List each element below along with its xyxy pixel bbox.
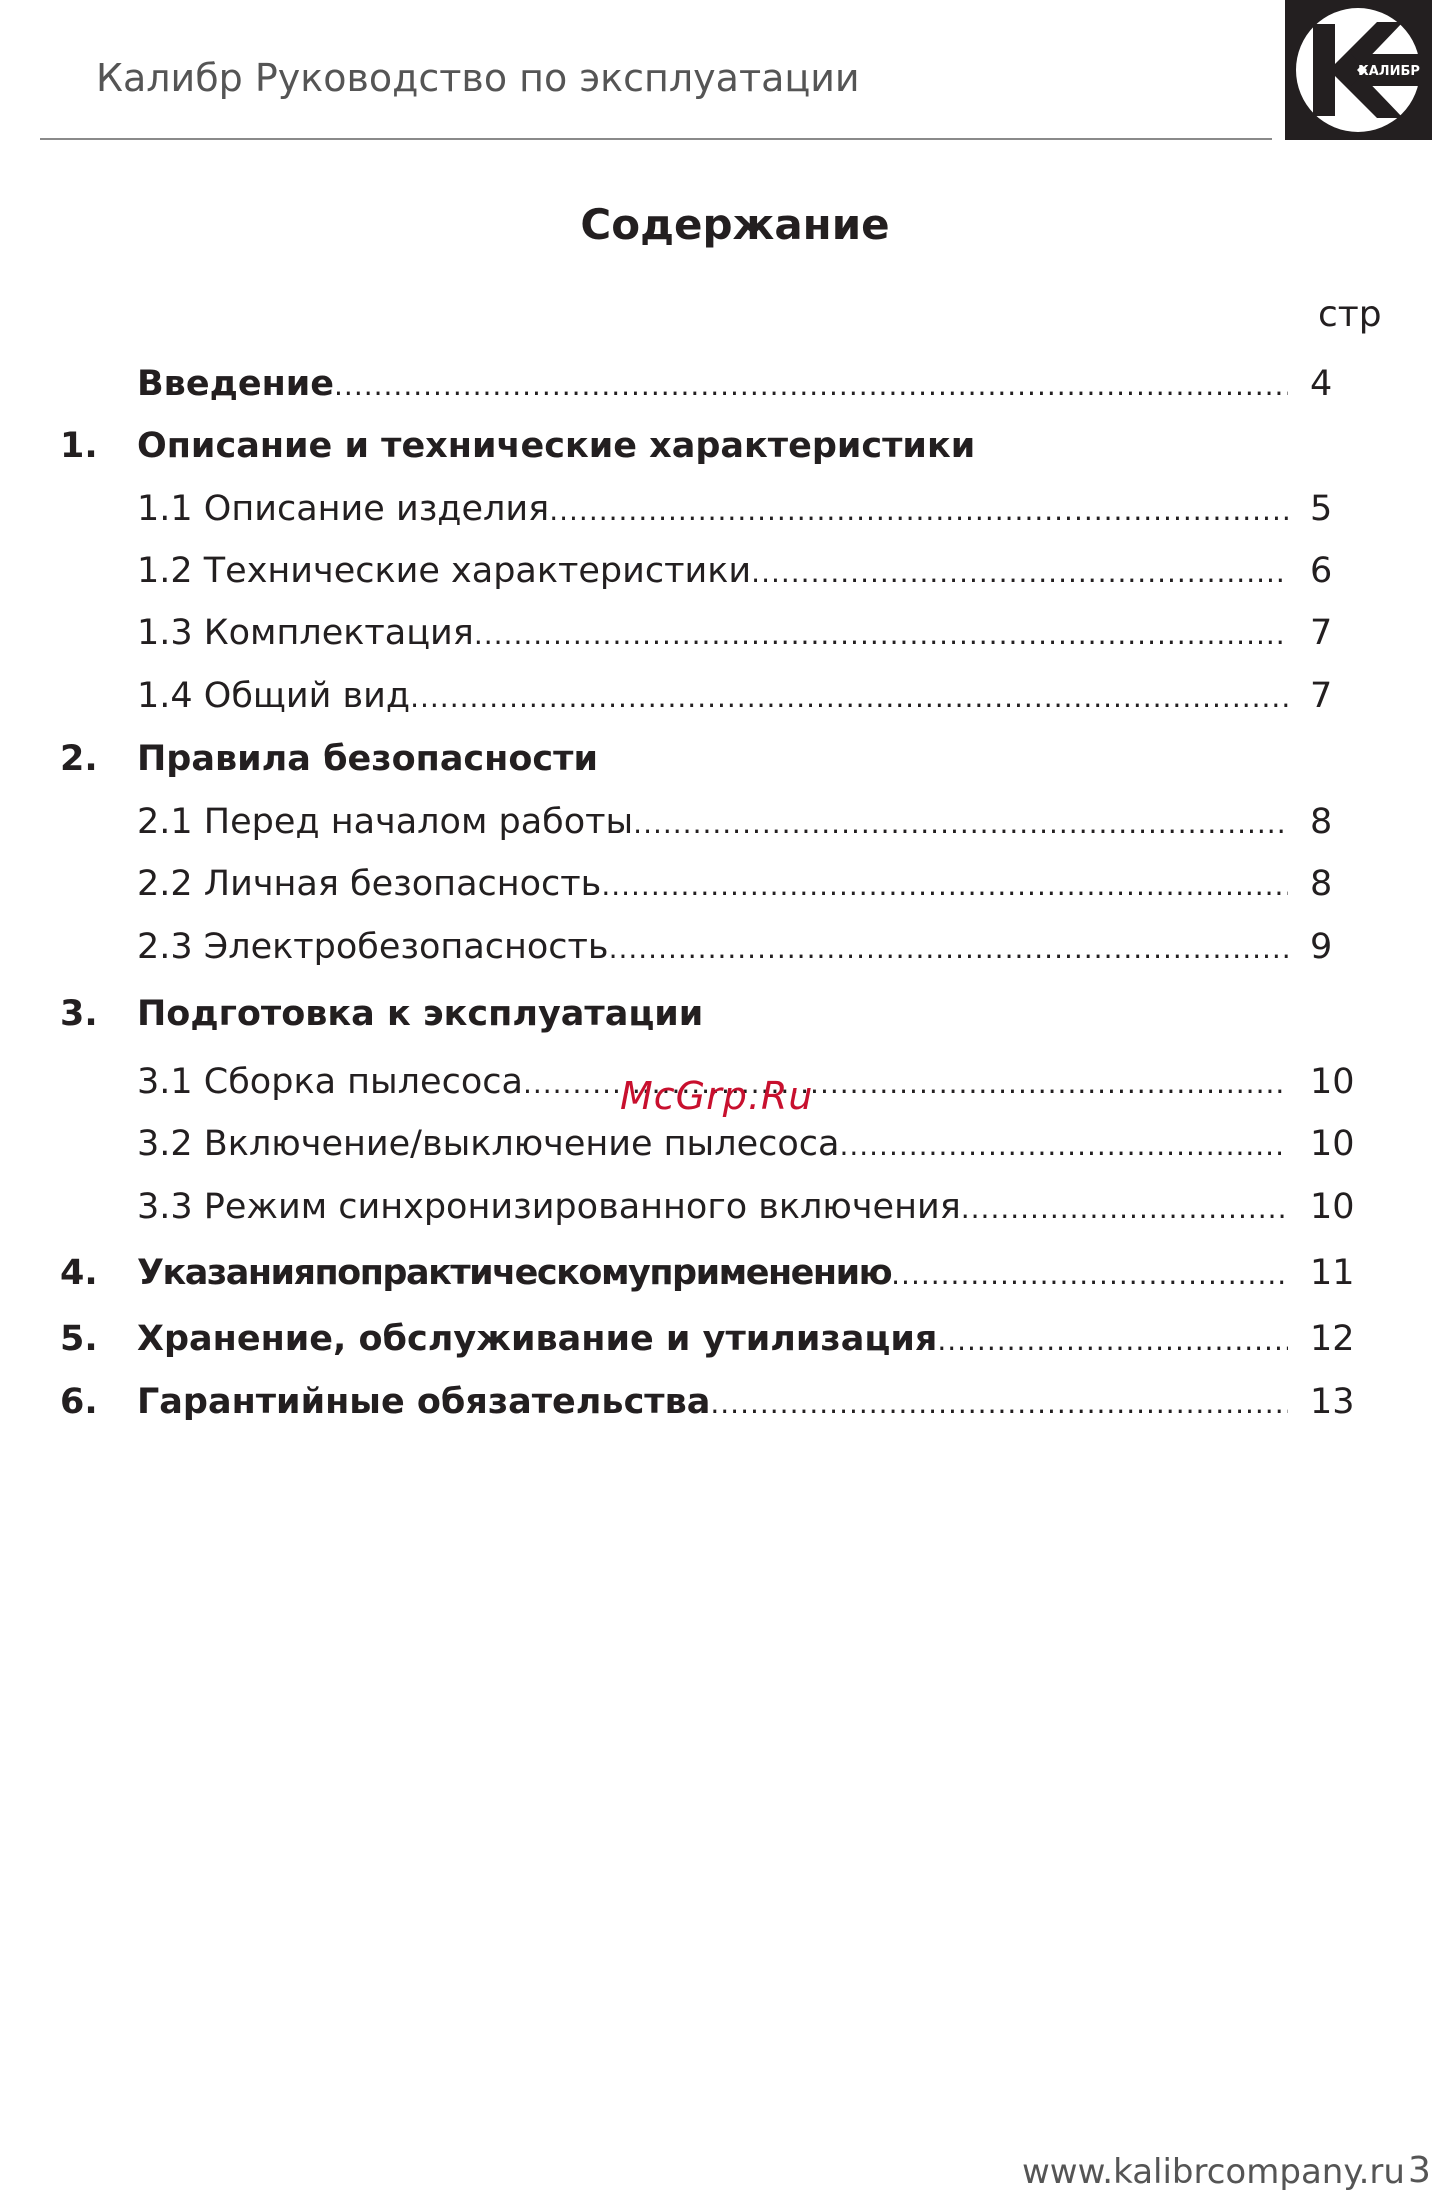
toc-entry-page: 5: [1310, 489, 1333, 529]
toc-section-1[interactable]: [60, 410, 1380, 470]
toc-entry-page: 13: [1310, 1382, 1355, 1422]
logo-text: КАЛИБР: [1358, 64, 1420, 79]
toc-entry-label: 1.4 Общий вид: [137, 676, 411, 716]
toc-entry-number: 4.: [60, 1253, 98, 1293]
dot-leader: [891, 1253, 1288, 1297]
toc-entry-1-1[interactable]: [60, 473, 1380, 533]
toc-entry-2-3[interactable]: [60, 911, 1380, 971]
toc-entry-label: 3.2 Включение/выключение пылесоса: [137, 1124, 840, 1164]
dot-leader: [961, 1187, 1288, 1231]
toc-entry-page: 12: [1310, 1319, 1355, 1359]
toc-entry-page: 10: [1310, 1062, 1355, 1102]
toc-entry-1-4[interactable]: [60, 660, 1380, 720]
toc-entry-label: Правила безопасности: [137, 739, 598, 779]
dot-leader: [751, 551, 1288, 595]
toc-section-2[interactable]: [60, 723, 1380, 783]
toc-entry-3-3[interactable]: [60, 1171, 1380, 1231]
toc-entry-number: 3.: [60, 994, 98, 1034]
toc-entry-1-2[interactable]: [60, 535, 1380, 595]
watermark: McGrp.Ru: [620, 1074, 814, 1118]
toc-entry-label: 3.1 Сборка пылесоса: [137, 1062, 523, 1102]
toc-entry-intro[interactable]: [60, 348, 1380, 408]
toc-entry-label: 1.1 Описание изделия: [137, 489, 550, 529]
dot-leader: [410, 676, 1288, 720]
header-divider: [40, 138, 1272, 140]
toc-section-6[interactable]: [60, 1366, 1380, 1426]
toc-section-4[interactable]: [60, 1237, 1380, 1297]
dot-leader: [633, 802, 1288, 846]
toc-entry-label: 3.3 Режим синхронизированного включения: [137, 1187, 961, 1227]
kalibr-logo: [1285, 0, 1432, 140]
dot-leader: [609, 927, 1288, 971]
toc-entry-label: Хранение, обслуживание и утилизация: [137, 1319, 938, 1359]
toc-entry-page: 4: [1310, 364, 1333, 404]
dot-leader: [839, 1124, 1288, 1168]
toc-entry-number: 6.: [60, 1382, 98, 1422]
dot-leader: [601, 864, 1288, 908]
toc-entry-page: 10: [1310, 1124, 1355, 1164]
toc-entry-label: Описание и технические характеристики: [137, 426, 976, 466]
toc-entry-page: 8: [1310, 864, 1333, 904]
toc-entry-label: 1.3 Комплектация: [137, 613, 474, 653]
dot-leader: [710, 1382, 1288, 1426]
toc-entry-number: 2.: [60, 739, 98, 779]
toc-entry-page: 6: [1310, 551, 1333, 591]
toc-entry-number: 1.: [60, 426, 98, 466]
toc-entry-1-3[interactable]: [60, 597, 1380, 657]
toc-entry-page: 7: [1310, 613, 1333, 653]
page-column-label: стр: [1318, 294, 1382, 335]
toc-entry-label: Указанияпопрактическомуприменению: [137, 1253, 892, 1293]
header-title: Калибр Руководство по эксплуатации: [96, 56, 860, 100]
toc-entry-page: 11: [1310, 1253, 1355, 1293]
toc-entry-label: 2.1 Перед началом работы: [137, 802, 634, 842]
toc-entry-label: 1.2 Технические характеристики: [137, 551, 752, 591]
dot-leader: [334, 364, 1288, 408]
toc-entry-label: 2.3 Электробезопасность: [137, 927, 609, 967]
toc-entry-page: 9: [1310, 927, 1333, 967]
toc-entry-page: 7: [1310, 676, 1333, 716]
page-number: 3: [1408, 2150, 1431, 2191]
toc-section-5[interactable]: [60, 1303, 1380, 1363]
toc-entry-label: Введение: [137, 364, 335, 404]
dot-leader: [937, 1319, 1288, 1363]
toc-entry-number: 5.: [60, 1319, 98, 1359]
toc-entry-label: 2.2 Личная безопасность: [137, 864, 602, 904]
kalibr-logo-icon: [1285, 0, 1432, 140]
dot-leader: [549, 489, 1288, 533]
toc-entry-page: 8: [1310, 802, 1333, 842]
toc-section-3[interactable]: [60, 978, 1380, 1038]
toc-entry-label: Подготовка к эксплуатации: [137, 994, 704, 1034]
dot-leader: [474, 613, 1288, 657]
toc-entry-2-2[interactable]: [60, 848, 1380, 908]
toc-entry-2-1[interactable]: [60, 786, 1380, 846]
toc-entry-label: Гарантийные обязательства: [137, 1382, 711, 1422]
toc-title: Содержание: [580, 200, 890, 249]
toc-entry-page: 10: [1310, 1187, 1355, 1227]
footer-url[interactable]: www.kalibrcompany.ru: [1022, 2152, 1405, 2192]
